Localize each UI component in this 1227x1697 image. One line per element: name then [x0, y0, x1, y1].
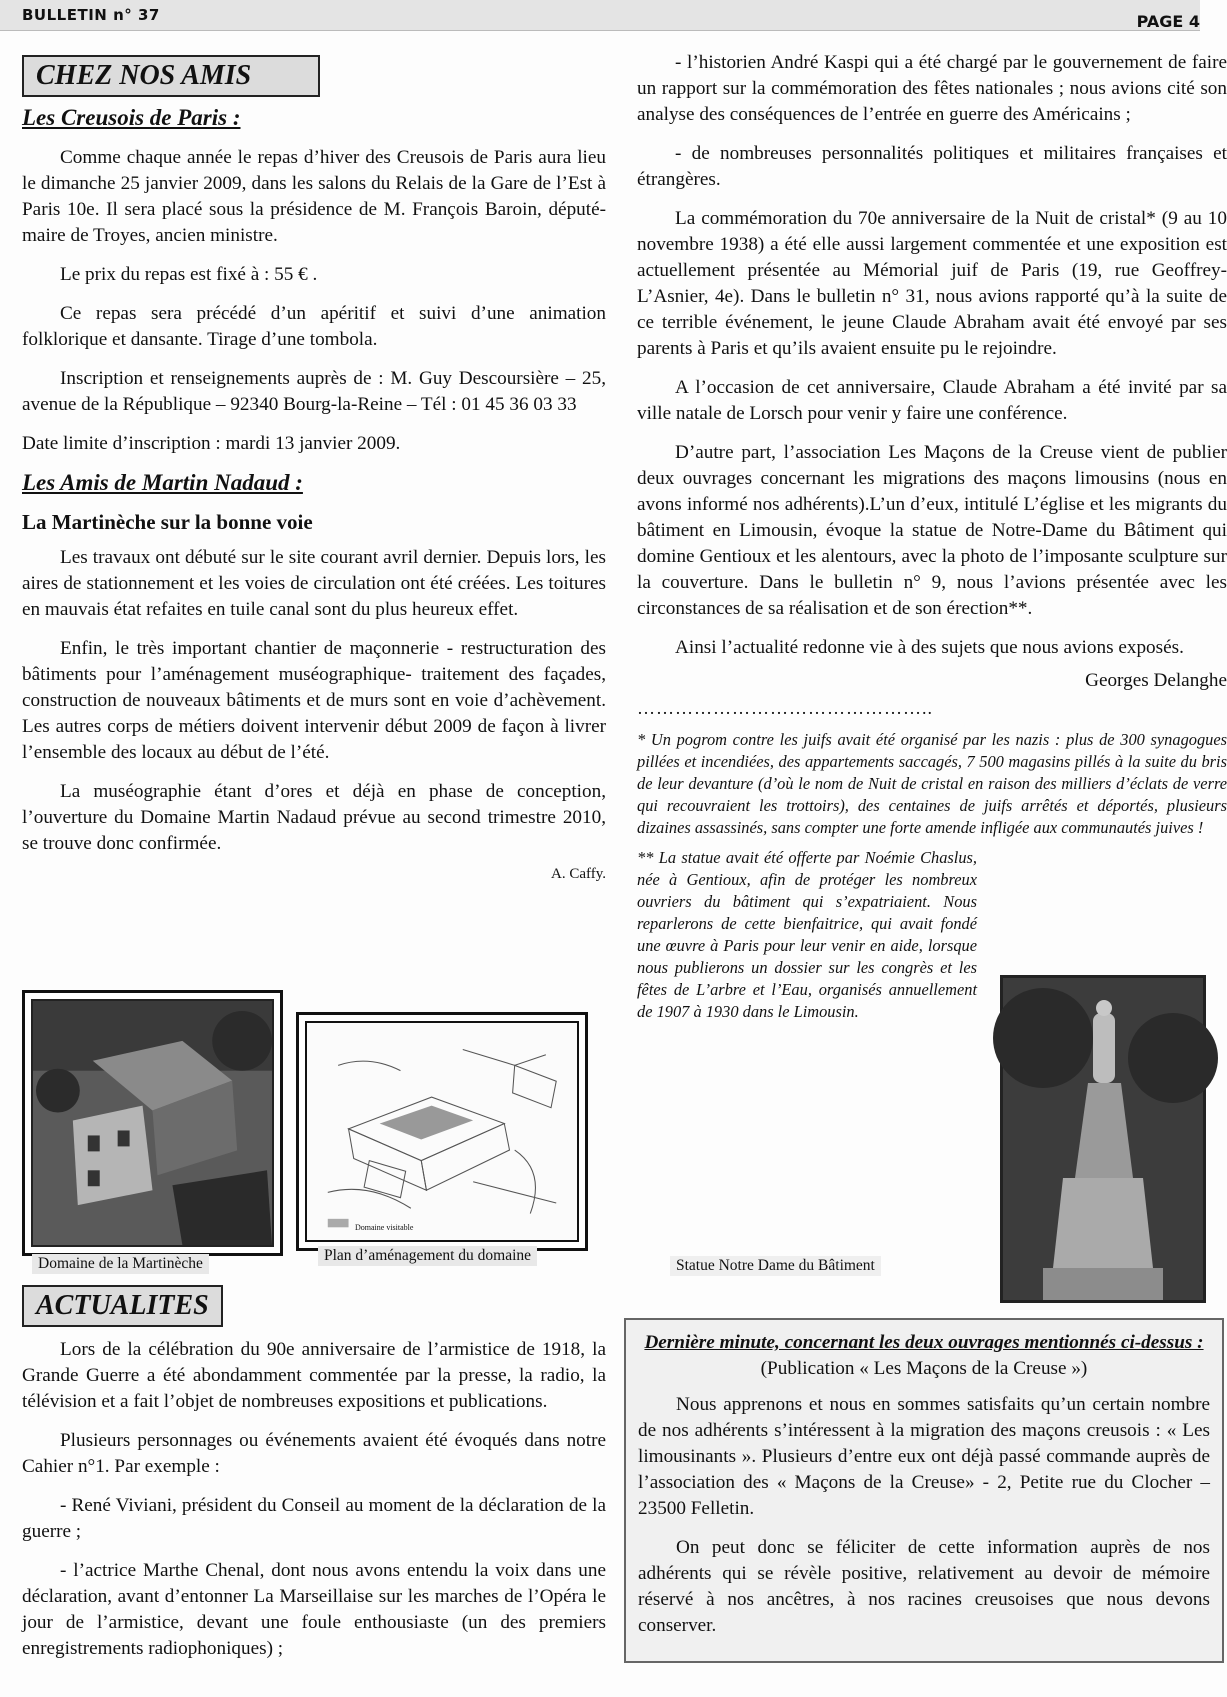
box-title-main: Dernière minute, concernant les deux ouvrages mentionnés ci-dessus : — [644, 1332, 1204, 1353]
footnote-pogrom: * Un pogrom contre les juifs avait été organisé par les nazis : plus de 300 synagogues pillées et incendiées, des appartements saccagés, 7 500 magasins pillés à la suite du bris de leur devanture (d’où le nom de Nuit de cristal en raison des milliers d’éclats de verre qui recouvraient les trottoirs), des centaines de juifs arrêtés et déportés, plusieurs dizaines assassinés, sans compter une forte amende infligée aux communautés juives ! — [637, 730, 1227, 837]
paragraph: D’autre part, l’association Les Maçons de la Creuse vient de publier deux ouvrages concernant les migrations des maçons limousins (nous en avons informé nos adhérents).L’un d’eux, intitulé L’église et les migrants du bâtiment en Limousin, évoque la statue de Notre-Dame du Bâtiment qui domine Gentioux et les alentours, avec la photo de l’imposante sculpture sur la couverture. Dans le bulletin n° 9, nous l’avions présentée avec les circonstances de sa réalisation et de son érection**. — [637, 442, 1227, 619]
derniere-minute-box — [624, 1318, 1224, 1663]
paragraph: La muséographie étant d’ores et déjà en phase de conception, l’ouverture du Domaine Martin Nadaud prévue au second trimestre 2010, se trouve donc confirmée. — [22, 781, 606, 854]
caption-domaine: Domaine de la Martinèche — [32, 1254, 209, 1274]
paragraph: Lors de la célébration du 90e anniversaire de l’armistice de 1918, la Grande Guerre a été abondamment commentée par la presse, la radio, la télévision et a fait l’objet de nombreuses expositions et publications. — [22, 1339, 606, 1412]
paragraph: Le prix du repas est fixé à : 55 € . — [60, 264, 318, 285]
paragraph: - René Viviani, président du Conseil au moment de la déclaration de la guerre ; — [22, 1495, 606, 1542]
caption-statue: Statue Notre Dame du Bâtiment — [670, 1256, 881, 1276]
paragraph: - de nombreuses personnalités politiques et militaires françaises et étrangères. — [637, 143, 1227, 190]
paragraph: Enfin, le très important chantier de maçonnerie - restructuration des bâtiments pour l’aménagement muséographique- traitement des façades, construction de nouveaux bâtiments et de murs sont en voie d’achèvement. Les autres corps de métiers doivent intervenir début 2009 de façon à livrer l’ensemble des locaux au début de l’été. — [22, 638, 606, 763]
paragraph: On peut donc se féliciter de cette information auprès de nos adhérents qui se révèle positive, relativement au devoir de mémoire réservé à nos ancêtres, à nos racines creusoises que nous devons conserver. — [638, 1537, 1210, 1636]
subtitle-martin-nadaud: Les Amis de Martin Nadaud : — [22, 470, 303, 495]
paragraph: Comme chaque année le repas d’hiver des Creusois de Paris aura lieu le dimanche 25 janvier 2009, dans les salons du Relais de la Gare de l’Est à Paris 10e. Il sera placé sous la présidence de M. François Baroin, député-maire de Troyes, ancien ministre. — [22, 147, 606, 246]
page-header — [0, 0, 1200, 31]
box-title-sub: (Publication « Les Maçons de la Creuse ») — [760, 1358, 1088, 1379]
dotted-separator: ……………………………………….. — [637, 698, 933, 718]
box-title — [638, 1330, 1210, 1382]
paragraph: Ainsi l’actualité redonne vie à des sujets que nous avions exposés. — [675, 637, 1184, 658]
paragraph: Plusieurs personnages ou événements avaient été évoqués dans notre Cahier n°1. Par exemple : — [22, 1430, 606, 1477]
section-title-chez-nos-amis: CHEZ NOS AMIS — [22, 55, 320, 97]
section-title-actualites: ACTUALITES — [22, 1285, 223, 1327]
left-column — [22, 55, 606, 891]
bulletin-number: BULLETIN n° 37 — [22, 6, 160, 24]
paragraph: Date limite d’inscription : mardi 13 janvier 2009. — [22, 433, 401, 454]
plan-legend: Domaine visitable — [355, 1223, 414, 1232]
signature-delanghe: Georges Delanghe — [1085, 670, 1227, 691]
photo-domaine-martineche — [22, 990, 283, 1256]
page-number: PAGE 4 — [1136, 12, 1200, 31]
aerial-photo — [31, 999, 274, 1247]
footnote-statue: ** La statue avait été offerte par Noémie Chaslus, née à Gentioux, afin de protéger les nombreux ouvriers du bâtiment qui s’expatriaient. Nous reparlerons de cette bienfaitrice, qui avait fondé une œuvre à Paris pour leur venir en aide, lorsque nous publierons un dossier sur les congrès et les fêtes de L’arbre et l’Eau, organisés annuellement de 1907 à 1930 dans le Limousin. — [637, 848, 977, 1021]
paragraph: Les travaux ont débuté sur le site courant avril dernier. Depuis lors, les aires de stationnement et les voies de circulation ont été créées. Les toitures en mauvais état refaites en tuile canal sont du plus heureux effet. — [22, 547, 606, 620]
paragraph: Ce repas sera précédé d’un apéritif et suivi d’une animation folklorique et dansante. Tirage d’une tombola. — [22, 303, 606, 350]
signature-caffy: A. Caffy. — [551, 866, 606, 882]
photo-statue — [1000, 975, 1206, 1303]
paragraph: La commémoration du 70e anniversaire de la Nuit de cristal* (9 au 10 novembre 1938) a été elle aussi largement commentée et une exposition est actuellement présentée au Mémorial juif de Paris (19, rue Geoffrey-L’Asnier, 4e). Dans le bulletin n° 31, nous avions rapporté qu’à la suite de ce terrible événement, le jeune Claude Abraham avait été envoyé par ses parents à Paris et qu’ils avaient ensuite pu le rejoindre. — [637, 208, 1227, 359]
plan-amenagement — [296, 1012, 588, 1251]
subtitle-creusois: Les Creusois de Paris : — [22, 105, 241, 130]
plan-drawing — [305, 1021, 579, 1242]
heading-martineche: La Martinèche sur la bonne voie — [22, 510, 313, 534]
paragraph: A l’occasion de cet anniversaire, Claude Abraham a été invité par sa ville natale de Lorsch pour venir y faire une conférence. — [637, 377, 1227, 424]
paragraph: Inscription et renseignements auprès de : M. Guy Descoursière – 25, avenue de la République – 92340 Bourg-la-Reine – Tél : 01 45 36 03 33 — [22, 368, 606, 415]
paragraph: Nous apprenons et nous en sommes satisfaits qu’un certain nombre de nos adhérents s’intéressent à la migration des maçons creusois : « Les limousinants ». Plusieurs d’entre eux ont déjà passé commande auprès de l’association des « Maçons de la Creuse» - 2, Petite rue du Clocher – 23500 Felletin. — [638, 1394, 1210, 1519]
caption-plan: Plan d’aménagement du domaine — [318, 1246, 537, 1266]
paragraph: - l’actrice Marthe Chenal, dont nous avons entendu la voix dans une déclaration, avant d’entonner La Marseillaise sur les marches de l’Opéra le jour de l’armistice, devant une foule enthousiaste (un des premiers enregistrements radiophoniques) ; — [22, 1560, 606, 1659]
actualites-section — [22, 1285, 606, 1675]
paragraph: - l’historien André Kaspi qui a été chargé par le gouvernement de faire un rapport sur la commémoration des fêtes nationales ; nous avions cité son analyse des conséquences de l’entrée en guerre des Américains ; — [637, 52, 1227, 125]
